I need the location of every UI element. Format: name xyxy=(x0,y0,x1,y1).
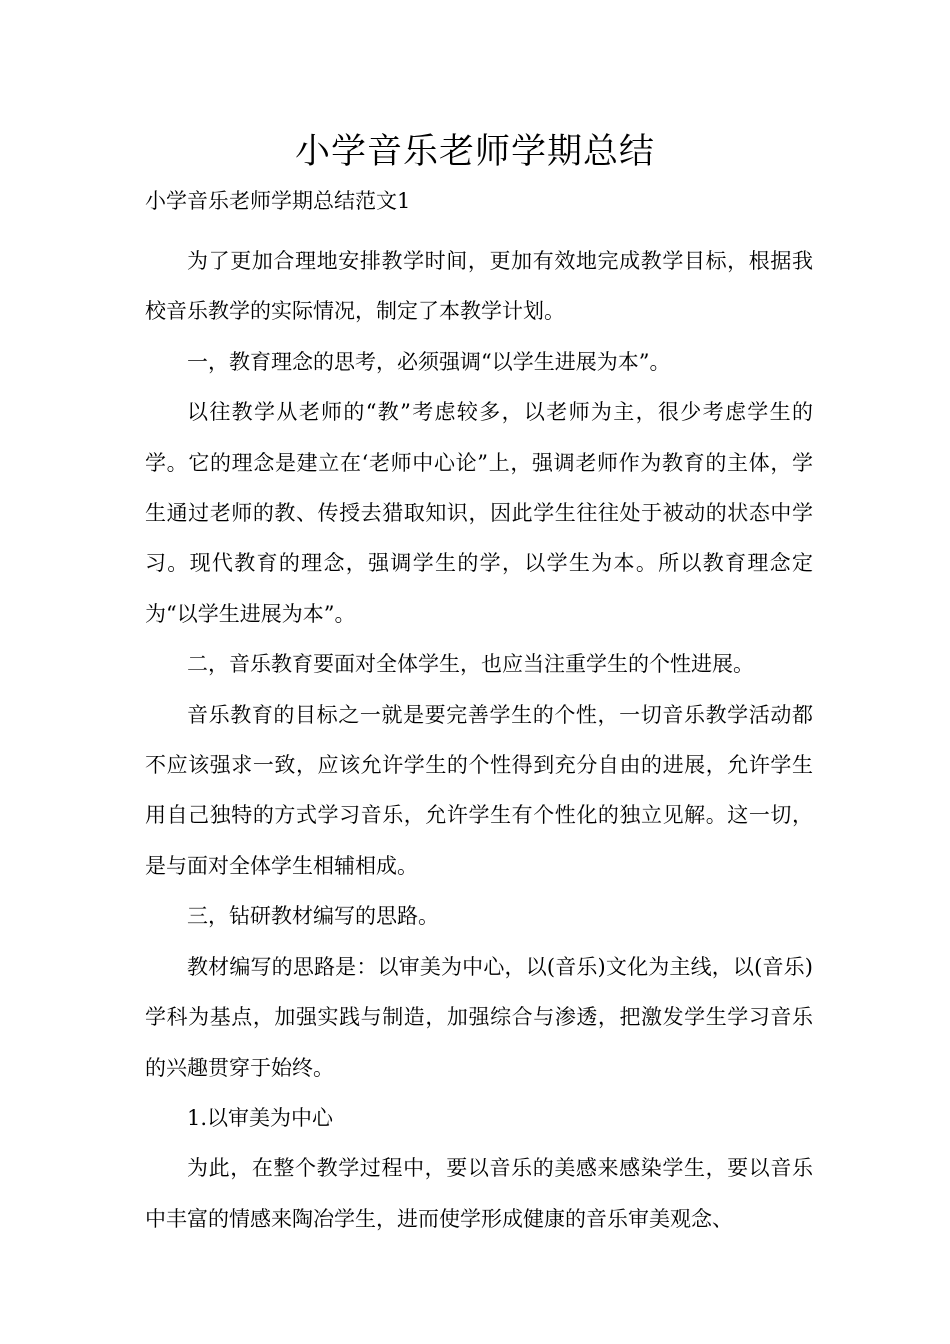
paragraph-aesthetics: 为此，在整个教学过程中，要以音乐的美感来感染学生，要以音乐中丰富的情感来陶冶学生，进而使学形成健康的音乐审美观念、 xyxy=(145,1156,813,1231)
document-title: 小学音乐老师学期总结 xyxy=(294,132,655,172)
paragraph-individuality: 音乐教育的目标之一就是要完善学生的个性，一切音乐教学活动都不应该强求一致，应该允许学生的个性得到充分自由的进展，允许学生用自己独特的方式学习音乐，允许学生有个性化的独立见解。这一切，是与面对全体学生相辅相成。 xyxy=(145,702,813,878)
paragraph-textbook-approach: 教材编写的思路是：以审美为中心，以(音乐)文化为主线，以(音乐)学科为基点，加强实践与制造，加强综合与渗透，把激发学生学习音乐的兴趣贯穿于始终。 xyxy=(145,954,813,1080)
paragraph-heading-3: 三，钻研教材编写的思路。 xyxy=(187,904,439,929)
paragraph-intro: 为了更加合理地安排教学时间，更加有效地完成教学目标，根据我校音乐教学的实际情况，制定了本教学计划。 xyxy=(145,249,813,324)
paragraph-heading-1: 一，教育理念的思考，必须强调“以学生进展为本”。 xyxy=(187,349,671,374)
paragraph-teaching-concept: 以往教学从老师的“教”考虑较多，以老师为主，很少考虑学生的学。它的理念是建立在‘老师中心论”上，强调老师作为教育的主体，学生通过老师的教、传授去猎取知识，因此学生往往处于被动的状态中学习。现代教育的理念，强调学生的学，以学生为本。所以教育理念定为“以学生进展为本”。 xyxy=(145,400,813,626)
paragraph-subheading-1: 1.以审美为中心 xyxy=(187,1105,334,1130)
paragraph-heading-2: 二，音乐教育要面对全体学生，也应当注重学生的个性进展。 xyxy=(187,652,754,677)
document-body xyxy=(145,236,813,1244)
document-subtitle: 小学音乐老师学期总结范文1 xyxy=(145,189,411,213)
